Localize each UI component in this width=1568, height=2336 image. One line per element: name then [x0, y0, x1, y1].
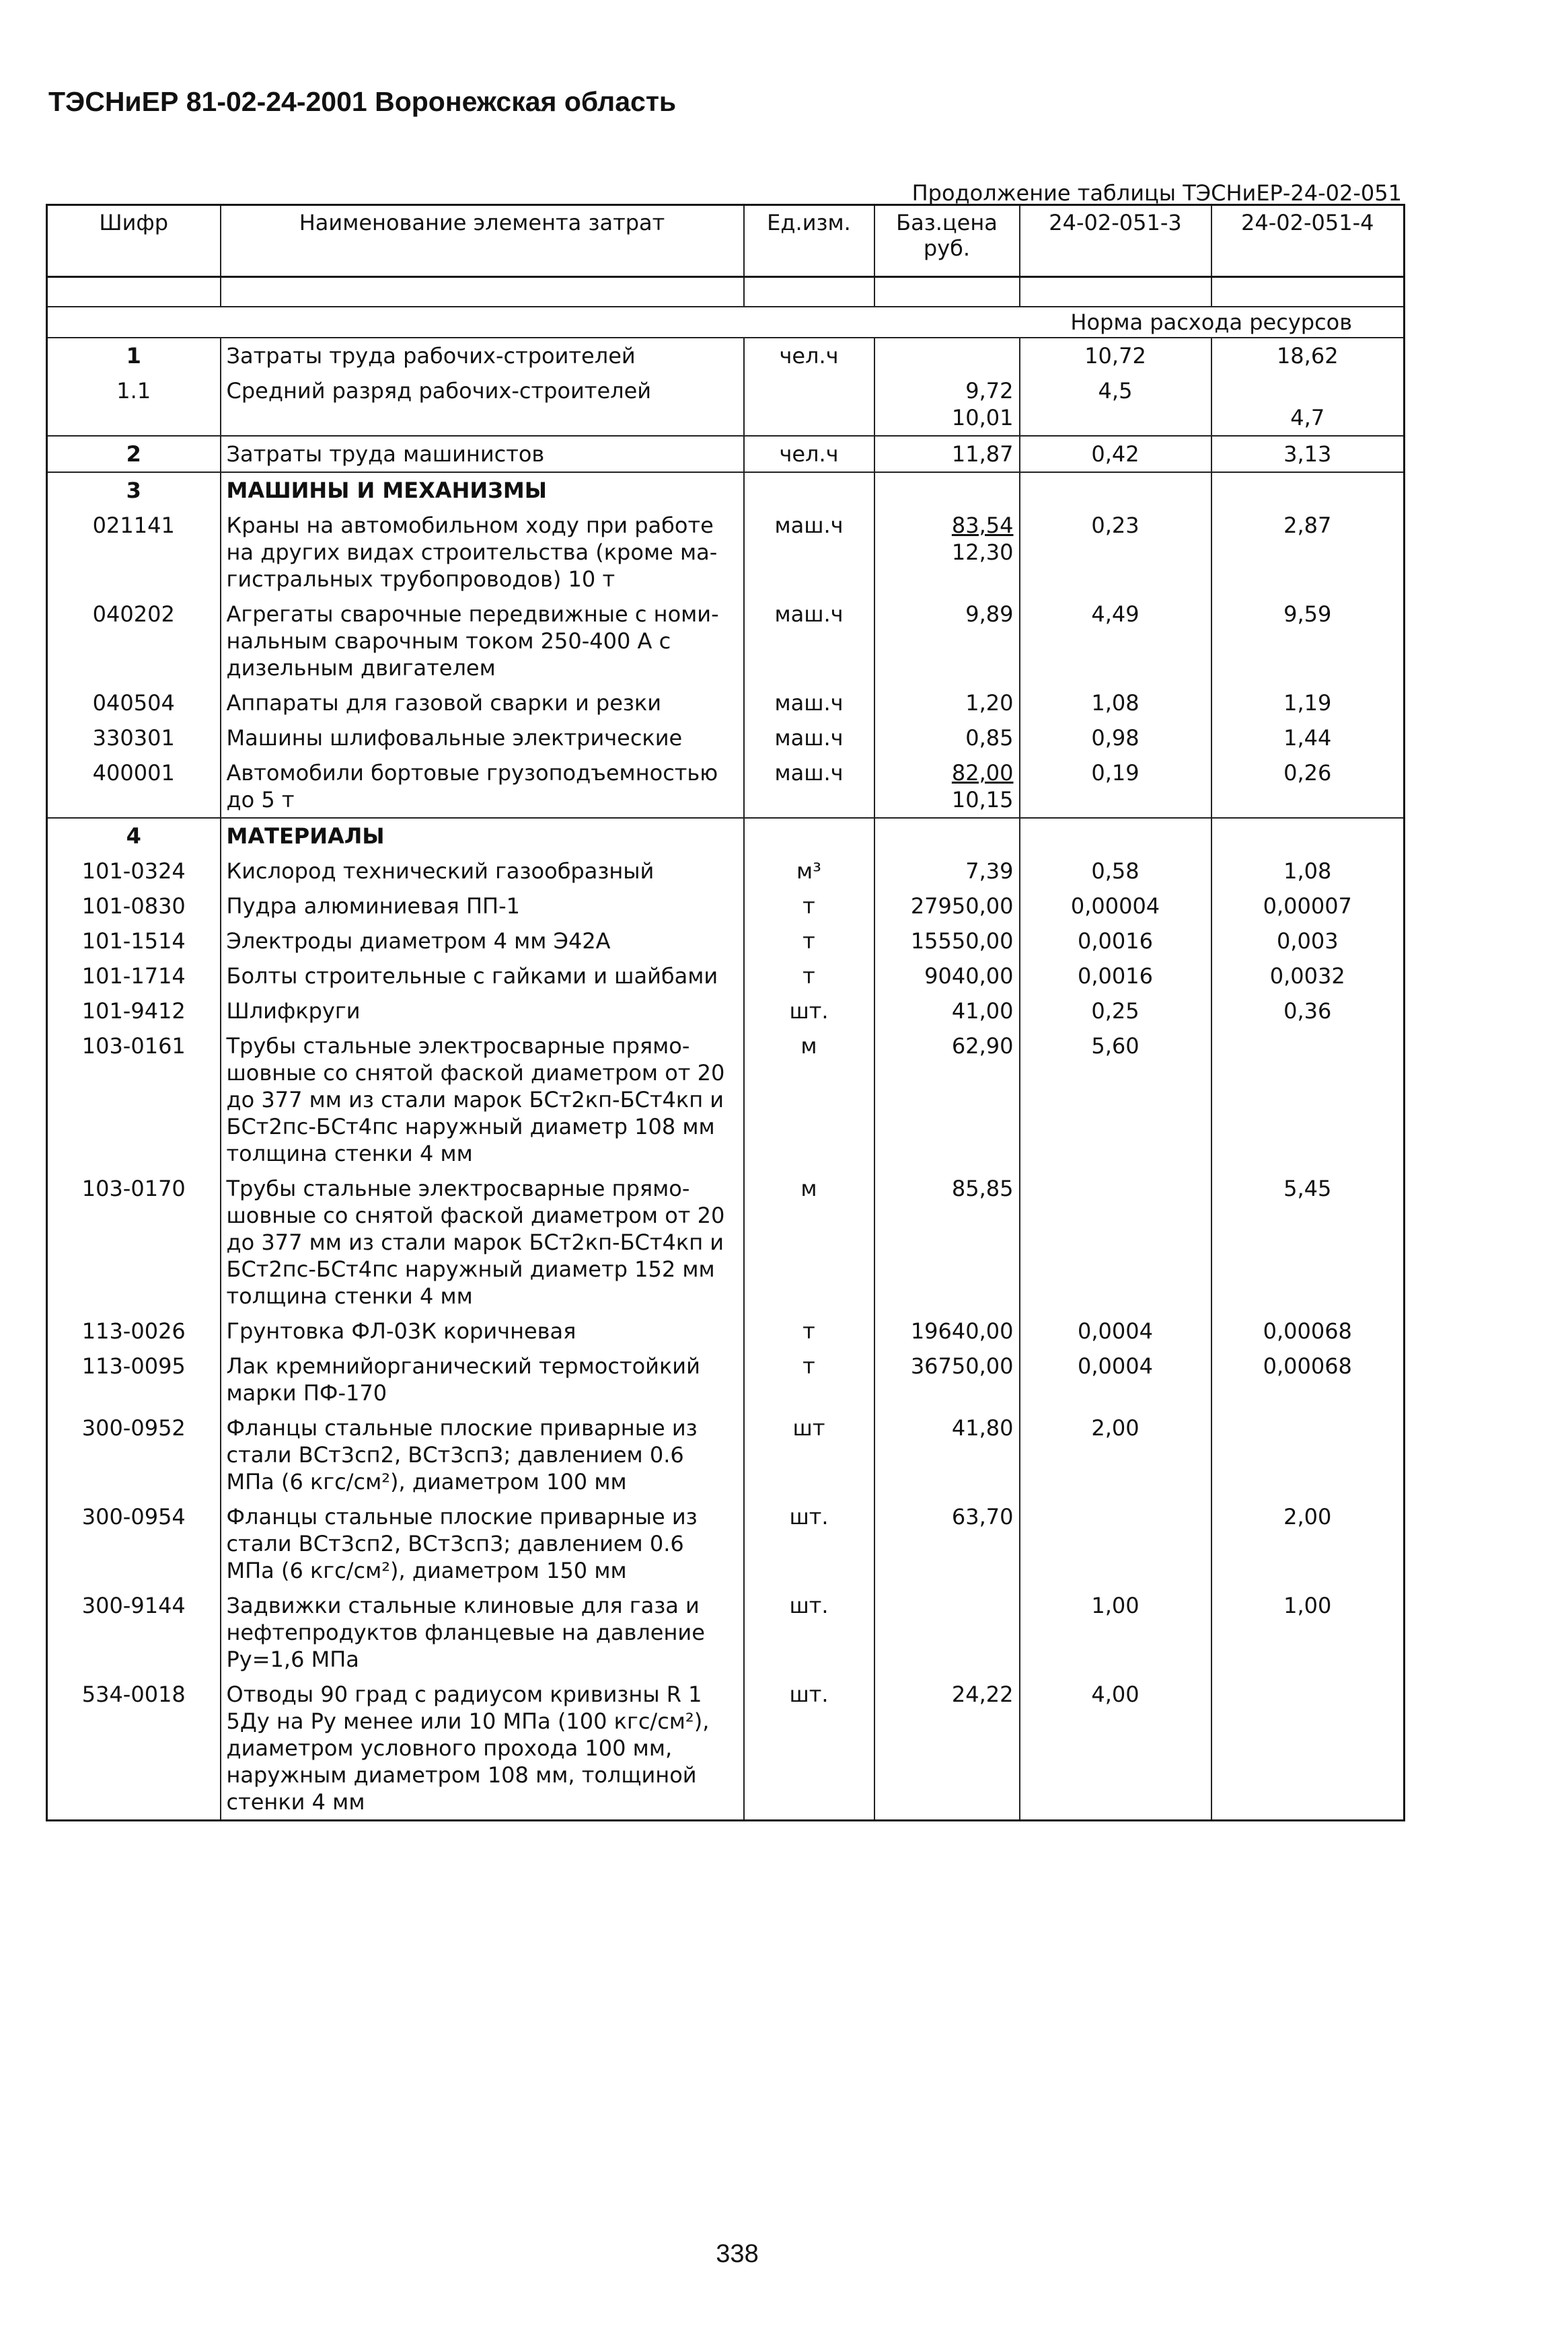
row-value-col1 [1020, 1171, 1211, 1314]
row-price: 82,00 [951, 760, 1014, 786]
row-value-col2: 0,00007 [1211, 889, 1405, 924]
row-code: 330301 [47, 720, 221, 755]
row-price: 9,89 [874, 597, 1020, 685]
row-price: 9040,00 [874, 958, 1020, 993]
row-unit: шт. [744, 1499, 874, 1588]
row-code: 400001 [47, 755, 221, 818]
header-col2: 24-02-051-4 [1211, 205, 1405, 277]
row-value-col1: 10,72 [1020, 338, 1211, 373]
row-name: Машины шлифовальные электрические [221, 720, 744, 755]
row-name: Болты строительные с гайками и шайбами [221, 958, 744, 993]
row-code: 113-0095 [47, 1349, 221, 1410]
row-name: Отводы 90 град с радиусом кривизны R 1 5Ду на Ру менее или 10 МПа (100 кгс/см²), диаметром условного прохода 100 мм, наружным диаметром 108 мм, толщиной стенки 4 мм [221, 1677, 744, 1821]
row-name: Грунтовка ФЛ-03К коричневая [221, 1314, 744, 1349]
row-value-col1: 0,25 [1020, 993, 1211, 1028]
section-title: МАТЕРИАЛЫ [221, 818, 744, 854]
row-value-col1: 4,5 [1020, 373, 1211, 436]
table-row [47, 338, 1405, 373]
row-value-col1: 0,23 [1020, 508, 1211, 597]
row-name: Затраты труда рабочих-строителей [221, 338, 744, 373]
row-value-col2: 1,00 [1211, 1588, 1405, 1677]
table-row [47, 373, 1405, 436]
header-price: Баз.цена руб. [874, 205, 1020, 277]
row-unit: т [744, 1314, 874, 1349]
row-value-col2: 9,59 [1211, 597, 1405, 685]
row-name: Трубы стальные электросварные прямо-шовные со снятой фаской диаметром от 20 до 377 мм из стали марок БСт2кп-БСт4кп и БСт2пс-БСт4пс наружный диаметр 152 мм толщина стенки 4 мм [221, 1171, 744, 1314]
row-code: 021141 [47, 508, 221, 597]
row-value-col2 [1211, 1410, 1405, 1499]
row-code: 040504 [47, 685, 221, 720]
row-value-col1: 4,00 [1020, 1677, 1211, 1821]
row-name: Краны на автомобильном ходу при работе на других видах строительства (кроме ма-гистральных трубопроводов) 10 т [221, 508, 744, 597]
row-name: Средний разряд рабочих-строителей [221, 373, 744, 436]
table-row [47, 1588, 1405, 1677]
row-name: Кислород технический газообразный [221, 854, 744, 889]
row-price [874, 338, 1020, 373]
row-value-col1: 4,49 [1020, 597, 1211, 685]
row-value-col2: 0,0032 [1211, 958, 1405, 993]
row-value-col2: 1,08 [1211, 854, 1405, 889]
document-title: ТЭСНиЕР 81-02-24-2001 Воронежская область [48, 86, 677, 117]
row-value-col2: 3,13 [1211, 436, 1405, 472]
row-unit: т [744, 889, 874, 924]
table-row [47, 1171, 1405, 1314]
row-unit: чел.ч [744, 338, 874, 373]
header-name: Наименование элемента затрат [221, 205, 744, 277]
row-value-col1: 1,08 [1020, 685, 1211, 720]
table-caption: Продолжение таблицы ТЭСНиЕР-24-02-051 [911, 180, 1402, 206]
row-unit: шт. [744, 1677, 874, 1821]
table-row [47, 1499, 1405, 1588]
row-value-col2: 0,26 [1211, 755, 1405, 818]
row-name: Задвижки стальные клиновые для газа и нефтепродуктов фланцевые на давление Ру=1,6 МПа [221, 1588, 744, 1677]
row-value-col1: 0,58 [1020, 854, 1211, 889]
row-name: Затраты труда машинистов [221, 436, 744, 472]
table-row [47, 755, 1405, 818]
row-unit: чел.ч [744, 436, 874, 472]
row-unit: маш.ч [744, 755, 874, 818]
section-row [47, 472, 1405, 508]
row-price-secondary: 10,15 [951, 787, 1014, 813]
row-value-col2 [1211, 1028, 1405, 1171]
row-value-col2: 18,62 [1211, 338, 1405, 373]
row-unit: м [744, 1171, 874, 1314]
header-code: Шифр [47, 205, 221, 277]
row-value-col1: 0,42 [1020, 436, 1211, 472]
row-value-col1: 1,00 [1020, 1588, 1211, 1677]
header-spacer-row [47, 277, 1405, 307]
row-unit: маш.ч [744, 508, 874, 597]
table-row [47, 1677, 1405, 1821]
section-code: 4 [47, 818, 221, 854]
row-value-col2: 4,7 [1290, 405, 1325, 430]
row-unit [744, 373, 874, 436]
table-header-row [47, 205, 1405, 277]
row-price: 62,90 [874, 1028, 1020, 1171]
row-value-col2: 0,36 [1211, 993, 1405, 1028]
row-unit: маш.ч [744, 597, 874, 685]
row-value-col1: 2,00 [1020, 1410, 1211, 1499]
row-code: 113-0026 [47, 1314, 221, 1349]
row-code: 101-9412 [47, 993, 221, 1028]
row-code: 101-0324 [47, 854, 221, 889]
table-row [47, 924, 1405, 958]
row-price: 41,80 [874, 1410, 1020, 1499]
table-row [47, 436, 1405, 472]
row-price: 15550,00 [874, 924, 1020, 958]
row-name: Аппараты для газовой сварки и резки [221, 685, 744, 720]
row-code: 300-0954 [47, 1499, 221, 1588]
row-value-col1: 0,19 [1020, 755, 1211, 818]
row-price: 36750,00 [874, 1349, 1020, 1410]
header-col1: 24-02-051-3 [1020, 205, 1211, 277]
row-name: Фланцы стальные плоские приварные из стали ВСт3сп2, ВСт3сп3; давлением 0.6 МПа (6 кгс/см²), диаметром 100 мм [221, 1410, 744, 1499]
row-value-col1: 0,0004 [1020, 1314, 1211, 1349]
row-value-col2: 2,87 [1211, 508, 1405, 597]
row-value-col1: 0,0016 [1020, 958, 1211, 993]
row-name: Трубы стальные электросварные прямо-шовные со снятой фаской диаметром от 20 до 377 мм из стали марок БСт2кп-БСт4кп и БСт2пс-БСт4пс наружный диаметр 108 мм толщина стенки 4 мм [221, 1028, 744, 1171]
row-code: 1 [47, 338, 221, 373]
table-row [47, 1410, 1405, 1499]
row-price: 19640,00 [874, 1314, 1020, 1349]
row-price: 41,00 [874, 993, 1020, 1028]
row-price: 1,20 [874, 685, 1020, 720]
row-price-secondary: 10,01 [951, 405, 1014, 430]
row-unit: т [744, 924, 874, 958]
row-name: Пудра алюминиевая ПП-1 [221, 889, 744, 924]
row-name: Электроды диаметром 4 мм Э42А [221, 924, 744, 958]
row-name: Автомобили бортовые грузоподъемностью до 5 т [221, 755, 744, 818]
page-number: 338 [716, 2240, 759, 2268]
row-code: 040202 [47, 597, 221, 685]
norm-label-row [47, 307, 1405, 338]
table-row [47, 854, 1405, 889]
row-unit: шт. [744, 993, 874, 1028]
row-price: 63,70 [874, 1499, 1020, 1588]
section-title: МАШИНЫ И МЕХАНИЗМЫ [221, 472, 744, 508]
row-value-col1 [1020, 1499, 1211, 1588]
row-price: 85,85 [874, 1171, 1020, 1314]
row-name: Агрегаты сварочные передвижные с номи-нальным сварочным током 250-400 А с дизельным двигателем [221, 597, 744, 685]
row-unit: шт [744, 1410, 874, 1499]
row-code: 101-1714 [47, 958, 221, 993]
row-code: 103-0161 [47, 1028, 221, 1171]
row-unit: маш.ч [744, 685, 874, 720]
row-value-col2: 5,45 [1211, 1171, 1405, 1314]
table-row [47, 508, 1405, 597]
row-code: 1.1 [47, 373, 221, 436]
row-value-col1: 0,98 [1020, 720, 1211, 755]
row-unit: т [744, 1349, 874, 1410]
header-unit: Ед.изм. [744, 205, 874, 277]
row-value-col2: 2,00 [1211, 1499, 1405, 1588]
row-value-col2: 1,44 [1211, 720, 1405, 755]
row-code: 300-0952 [47, 1410, 221, 1499]
row-unit: маш.ч [744, 720, 874, 755]
resource-table [46, 204, 1405, 1821]
table-row [47, 958, 1405, 993]
table-row [47, 597, 1405, 685]
row-value-col2: 0,00068 [1211, 1349, 1405, 1410]
row-code: 2 [47, 436, 221, 472]
row-value-col2: 1,19 [1211, 685, 1405, 720]
section-code: 3 [47, 472, 221, 508]
table-row [47, 889, 1405, 924]
row-name: Фланцы стальные плоские приварные из стали ВСт3сп2, ВСт3сп3; давлением 0.6 МПа (6 кгс/см²), диаметром 150 мм [221, 1499, 744, 1588]
row-code: 101-1514 [47, 924, 221, 958]
table-row [47, 685, 1405, 720]
row-name: Лак кремнийорганический термостойкий марки ПФ-170 [221, 1349, 744, 1410]
section-row [47, 818, 1405, 854]
row-value-col1: 5,60 [1020, 1028, 1211, 1171]
row-price: 27950,00 [874, 889, 1020, 924]
row-value-col1: 0,00004 [1020, 889, 1211, 924]
row-price: 9,72 [965, 378, 1014, 404]
row-price: 0,85 [874, 720, 1020, 755]
row-price: 11,87 [874, 436, 1020, 472]
row-code: 534-0018 [47, 1677, 221, 1821]
row-unit: т [744, 958, 874, 993]
row-value-col2: 0,00068 [1211, 1314, 1405, 1349]
row-unit: шт. [744, 1588, 874, 1677]
row-unit: м³ [744, 854, 874, 889]
table-row [47, 1349, 1405, 1410]
row-code: 300-9144 [47, 1588, 221, 1677]
table-row [47, 1028, 1405, 1171]
row-price-secondary: 12,30 [951, 539, 1014, 565]
table-row [47, 993, 1405, 1028]
row-value-col2 [1211, 1677, 1405, 1821]
row-name: Шлифкруги [221, 993, 744, 1028]
norm-label: Норма расхода ресурсов [1020, 307, 1405, 338]
row-price [874, 1588, 1020, 1677]
row-code: 101-0830 [47, 889, 221, 924]
table-row [47, 1314, 1405, 1349]
row-price: 7,39 [874, 854, 1020, 889]
row-code: 103-0170 [47, 1171, 221, 1314]
row-value-col1: 0,0016 [1020, 924, 1211, 958]
row-value-col2: 0,003 [1211, 924, 1405, 958]
row-value-col1: 0,0004 [1020, 1349, 1211, 1410]
table-row [47, 720, 1405, 755]
row-price: 24,22 [874, 1677, 1020, 1821]
row-unit: м [744, 1028, 874, 1171]
row-price: 83,54 [951, 513, 1014, 538]
